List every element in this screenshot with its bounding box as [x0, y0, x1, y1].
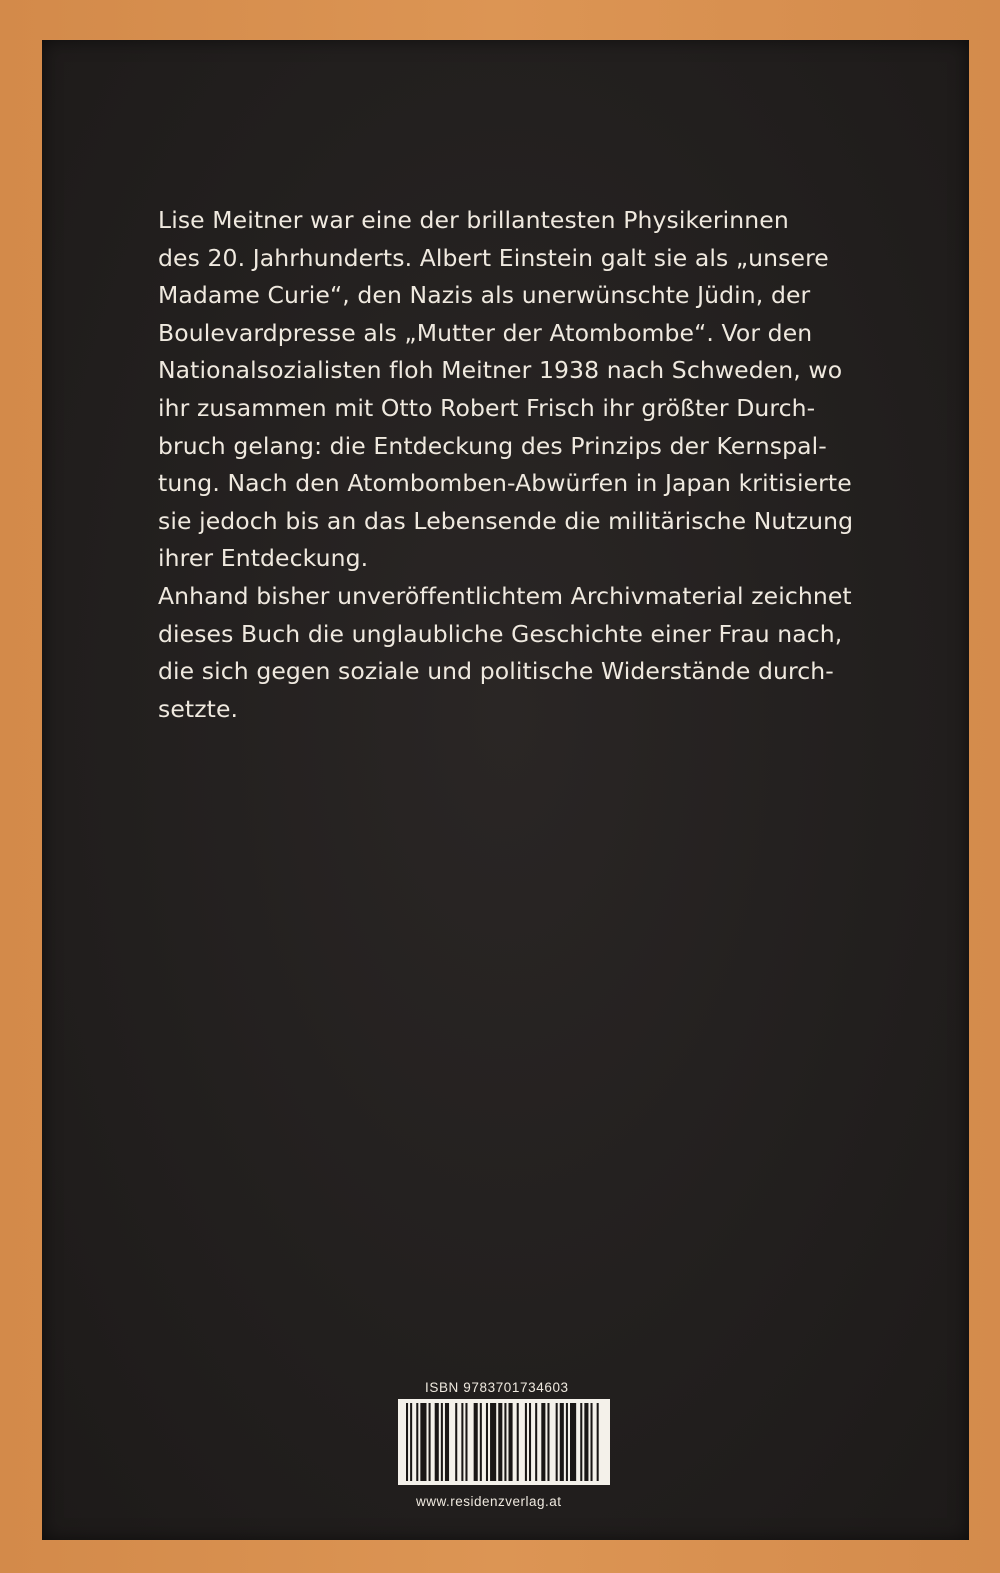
blurb-line: dieses Buch die unglaubliche Geschichte einer Frau nach, [158, 619, 843, 648]
barcode-bar [535, 1403, 537, 1481]
barcode-bar [566, 1403, 568, 1481]
isbn-label: ISBN 9783701734603 [425, 1380, 569, 1395]
blurb-line: ihrer Entdeckung. [158, 544, 369, 573]
blurb-line: ihr zusammen mit Otto Robert Frisch ihr größter Durch- [158, 393, 816, 422]
barcode-bar [570, 1403, 576, 1481]
barcode-bar [584, 1403, 588, 1481]
barcode-bar [591, 1403, 593, 1481]
blurb-line: Boulevardpresse als „Mutter der Atombombe“. Vor den [158, 318, 813, 347]
barcode-bar [517, 1403, 519, 1481]
blurb-line: bruch gelang: die Entdeckung des Prinzips der Kernspal- [158, 431, 827, 460]
blurb-line: Anhand bisher unveröffentlichtem Archivmaterial zeichnet [158, 581, 852, 610]
barcode-bar [498, 1403, 502, 1481]
barcode-bar [490, 1403, 496, 1481]
barcode-bar [525, 1403, 527, 1481]
blurb-line: sie jedoch bis an das Lebensende die militärische Nutzung [158, 506, 854, 535]
blurb-line: Nationalsozialisten floh Meitner 1938 nach Schweden, wo [158, 356, 843, 385]
blurb-line: Lise Meitner war eine der brillantesten Physikerinnen [158, 206, 789, 234]
barcode-bar [429, 1403, 431, 1481]
barcode-bar [529, 1403, 531, 1481]
blurb-line: tung. Nach den Atombomben-Abwürfen in Japan kritisierte [158, 469, 852, 498]
barcode-bar [480, 1403, 482, 1481]
barcode-block [395, 1380, 617, 1525]
barcode-bar [504, 1403, 506, 1481]
barcode-bar [420, 1403, 426, 1481]
barcode-bar [474, 1403, 478, 1481]
barcode-bar [580, 1403, 582, 1481]
barcode-bar [410, 1403, 412, 1481]
barcode-bar [416, 1403, 418, 1481]
blurb-line: setzte. [158, 694, 239, 723]
blurb-line: des 20. Jahrhunderts. Albert Einstein galt sie als „unsere [158, 243, 829, 272]
barcode-graphic [398, 1399, 610, 1485]
barcode-bar [465, 1403, 467, 1481]
barcode-bar [461, 1403, 463, 1481]
blurb-line: die sich gegen soziale und politische Widerstände durch- [158, 657, 834, 686]
barcode-bar [509, 1403, 513, 1481]
publisher-url: www.residenzverlag.at [416, 1494, 562, 1509]
barcode-bar [547, 1403, 549, 1481]
blurb-text [158, 202, 898, 728]
barcode [398, 1399, 610, 1485]
barcode-bar [445, 1403, 449, 1481]
barcode-bar [556, 1403, 558, 1481]
barcode-bar [435, 1403, 439, 1481]
barcode-bar [455, 1403, 457, 1481]
barcode-bar [486, 1403, 488, 1481]
barcode-bar [441, 1403, 443, 1481]
blurb-line: Madame Curie“, den Nazis als unerwünschte Jüdin, der [158, 281, 811, 310]
dark-text-panel [42, 40, 969, 1540]
barcode-bar [597, 1403, 599, 1481]
barcode-bar [541, 1403, 545, 1481]
barcode-bar [406, 1403, 408, 1481]
barcode-bar [560, 1403, 564, 1481]
